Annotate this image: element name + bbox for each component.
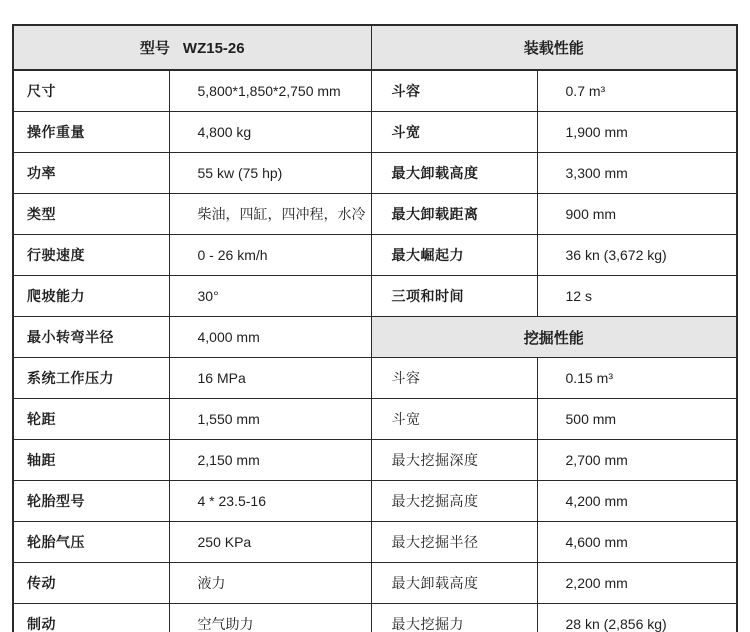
spec-value: 1,900 mm [537,112,737,153]
spec-label: 最大挖掘半径 [371,522,537,563]
spec-label: 最大挖掘高度 [371,481,537,522]
table-header-row [13,25,737,70]
spec-value: 2,700 mm [537,440,737,481]
spec-label: 斗宽 [371,112,537,153]
spec-label: 轮胎型号 [13,481,169,522]
spec-label: 最大卸载高度 [371,153,537,194]
table-row [13,194,737,235]
digging-performance-header: 挖掘性能 [371,317,737,358]
spec-label: 爬坡能力 [13,276,169,317]
spec-label: 斗容 [371,358,537,399]
spec-label: 最大卸载高度 [371,563,537,604]
model-header [140,37,245,58]
spec-value: 900 mm [537,194,737,235]
spec-value: 55 kw (75 hp) [169,153,371,194]
spec-value: 30° [169,276,371,317]
model-value: WZ15-26 [182,40,245,57]
spec-value: 液力 [169,563,371,604]
spec-value: 36 kn (3,672 kg) [537,235,737,276]
loading-performance-header: 装载性能 [371,25,737,70]
spec-value: 2,200 mm [537,563,737,604]
table-row [13,522,737,563]
spec-label: 最大挖掘深度 [371,440,537,481]
spec-label: 类型 [13,194,169,235]
spec-value: 0.15 m³ [537,358,737,399]
table-row [13,481,737,522]
spec-label: 制动 [13,604,169,632]
model-header-cell [13,25,371,70]
spec-value: 4 * 23.5-16 [169,481,371,522]
spec-label: 轮胎气压 [13,522,169,563]
spec-label: 系统工作压力 [13,358,169,399]
table-row [13,358,737,399]
spec-label: 最大崛起力 [371,235,537,276]
spec-label: 斗容 [371,70,537,112]
spec-value: 28 kn (2,856 kg) [537,604,737,632]
table-row [13,563,737,604]
table-row [13,317,737,358]
table-row [13,399,737,440]
spec-value: 500 mm [537,399,737,440]
spec-label: 斗宽 [371,399,537,440]
spec-value: 16 MPa [169,358,371,399]
spec-value: 250 KPa [169,522,371,563]
spec-label: 操作重量 [13,112,169,153]
spec-value: 4,000 mm [169,317,371,358]
table-row [13,276,737,317]
spec-label: 轮距 [13,399,169,440]
spec-label: 最大挖掘力 [371,604,537,632]
spec-table [12,24,738,632]
spec-value: 0.7 m³ [537,70,737,112]
spec-value: 2,150 mm [169,440,371,481]
table-row [13,153,737,194]
table-row [13,70,737,112]
table-row [13,112,737,153]
spec-value: 0 - 26 km/h [169,235,371,276]
spec-value: 5,800*1,850*2,750 mm [169,70,371,112]
spec-value: 4,600 mm [537,522,737,563]
table-row [13,440,737,481]
spec-value: 柴油，四缸，四冲程，水冷 [169,194,371,235]
spec-value: 3,300 mm [537,153,737,194]
spec-label: 传动 [13,563,169,604]
spec-value: 1,550 mm [169,399,371,440]
spec-label: 尺寸 [13,70,169,112]
spec-label: 行驶速度 [13,235,169,276]
spec-label: 最小转弯半径 [13,317,169,358]
table-row [13,604,737,632]
spec-value: 12 s [537,276,737,317]
spec-label: 三项和时间 [371,276,537,317]
spec-label: 轴距 [13,440,169,481]
table-row [13,235,737,276]
spec-value: 4,800 kg [169,112,371,153]
spec-label: 最大卸载距离 [371,194,537,235]
spec-label: 功率 [13,153,169,194]
model-label: 型号 [139,40,170,57]
spec-value: 空气助力 [169,604,371,632]
spec-value: 4,200 mm [537,481,737,522]
